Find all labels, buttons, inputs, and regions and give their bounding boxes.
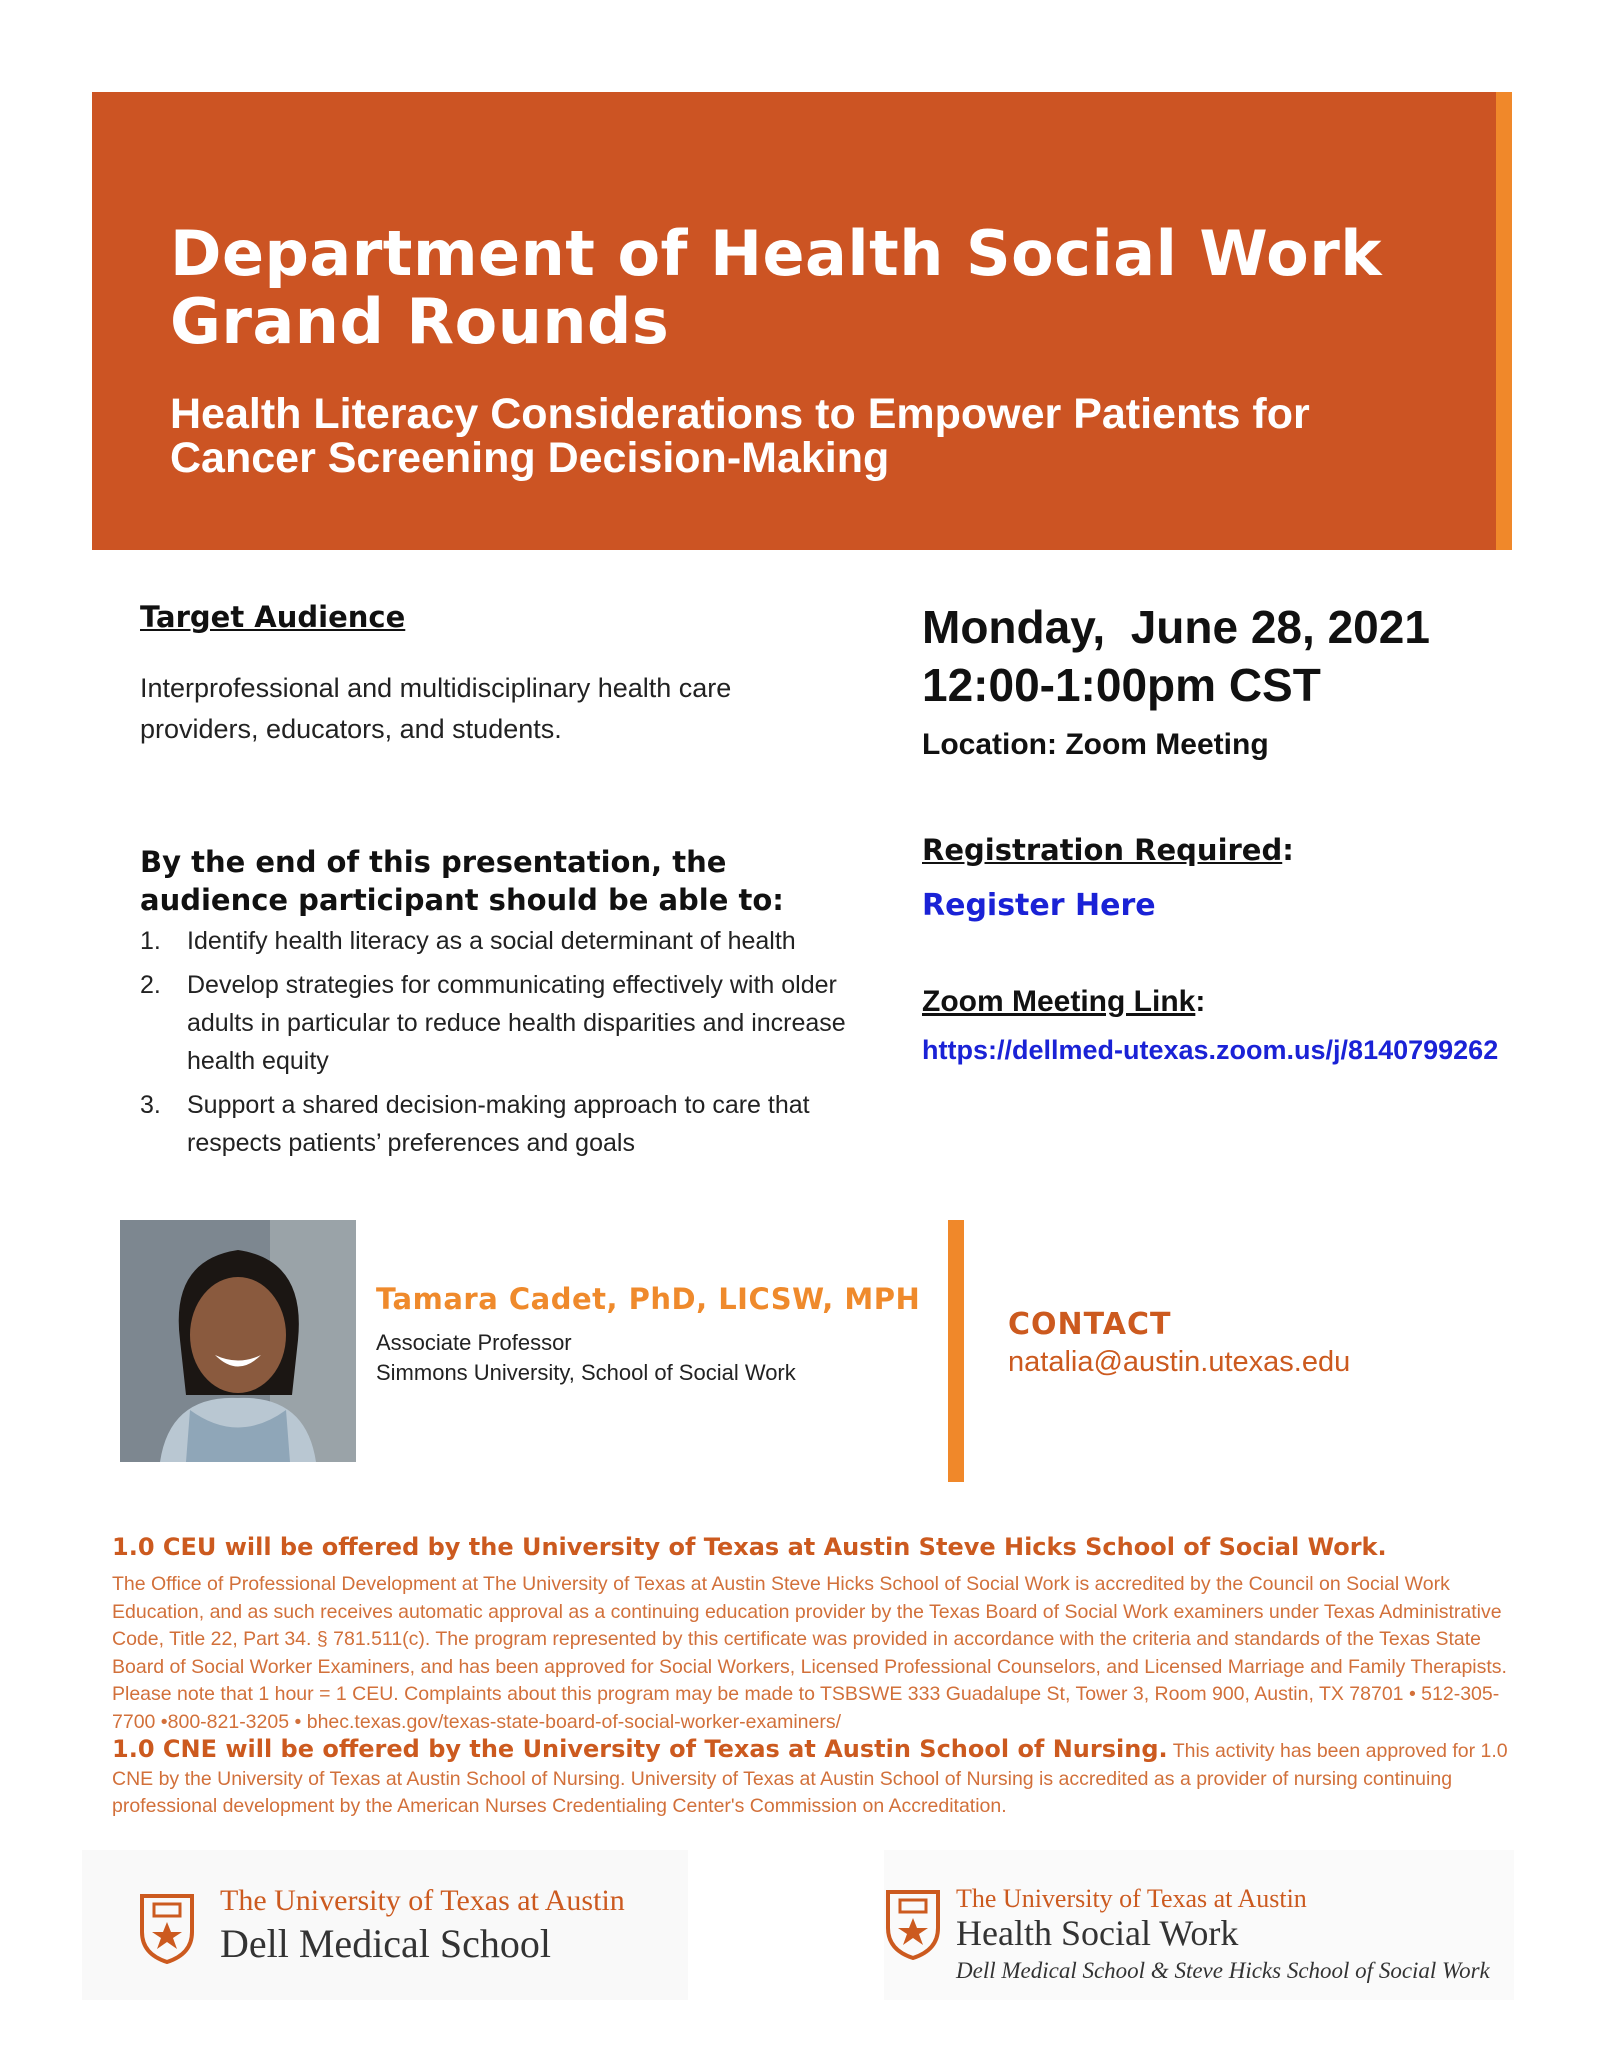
objectives-heading-line-2: audience participant should be able to: bbox=[140, 883, 784, 917]
contact-email[interactable]: natalia@austin.utexas.edu bbox=[1008, 1346, 1351, 1378]
audience-line-1: Interprofessional and multidisciplinary health care bbox=[140, 673, 732, 703]
speaker-name: Tamara Cadet, PhD, LICSW, MPH bbox=[376, 1282, 921, 1316]
speaker-title: Associate Professor bbox=[376, 1330, 572, 1355]
cne-heading: 1.0 CNE will be offered by the University of Texas at Austin School of Nursing. bbox=[112, 1735, 1168, 1763]
list-item-number: 2. bbox=[140, 971, 161, 999]
vertical-divider bbox=[948, 1220, 964, 1482]
objectives-heading-line-1: By the end of this presentation, the bbox=[140, 845, 727, 879]
registration-heading bbox=[922, 833, 1294, 867]
dell-medical-school-logo bbox=[82, 1850, 688, 2000]
registration-heading-text: Registration Required bbox=[922, 833, 1283, 867]
page-title bbox=[170, 217, 1470, 358]
objectives-list bbox=[140, 922, 880, 1168]
ceu-heading: 1.0 CEU will be offered by the University of Texas at Austin Steve Hicks School of Social Work. bbox=[112, 1533, 1387, 1561]
event-time: 12:00-1:00pm CST bbox=[922, 659, 1321, 711]
hsw-logo-name: Health Social Work bbox=[956, 1913, 1239, 1953]
zoom-link-heading-colon: : bbox=[1195, 985, 1206, 1018]
banner-accent-stripe bbox=[1496, 92, 1512, 550]
contact-heading: CONTACT bbox=[1008, 1307, 1172, 1342]
event-location: Location: Zoom Meeting bbox=[922, 728, 1269, 761]
target-audience-heading: Target Audience bbox=[140, 600, 406, 634]
list-item bbox=[140, 966, 880, 1080]
event-datetime bbox=[922, 598, 1430, 714]
list-item-text: Support a shared decision-making approach to care that respects patients’ preferences and goals bbox=[187, 1091, 810, 1157]
list-item-text: Develop strategies for communicating effectively with older adults in particular to reduce health disparities and increase health equity bbox=[187, 971, 846, 1075]
title-line-1: Department of Health Social Work bbox=[170, 217, 1383, 290]
dell-logo-name: Dell Medical School bbox=[220, 1921, 552, 1966]
zoom-link-heading-text: Zoom Meeting Link bbox=[922, 985, 1196, 1018]
ceu-body: The Office of Professional Development at The University of Texas at Austin Steve Hicks School of Social Work is accredited by the Council on Social Work Education, and as such receives automatic approval as a continuing education provider by the Texas Board of Social Work examiners under Texas Administrative Code, Title 22, Part 34. § 781.511(c). The program represented by this certificate was provided in accordance with the criteria and standards of the Texas State Board of Social Worker Examiners, and has been approved for Social Workers, Licensed Professional Counselors, and Licensed Marriage and Family Therapists. Please note that 1 hour = 1 CEU. Complaints about this program may be made to TSBSWE 333 Guadalupe St, Tower 3, Room 900, Austin, TX 78701 • 512-305-7700 •800-821-3205 • bhec.texas.gov/texas-state-board-of-social-worker-examiners/ bbox=[112, 1573, 1507, 1733]
zoom-link-heading bbox=[922, 985, 1205, 1019]
health-social-work-logo bbox=[884, 1850, 1514, 2000]
hsw-logo-subtitle: Dell Medical School & Steve Hicks School of Social Work bbox=[956, 1958, 1490, 1983]
cne-body: This activity has been approved for 1.0 CNE by the University of Texas at Austin School of Nursing. University of Texas at Austin School of Nursing is accredited as a provider of nursing continuing professional development by the American Nurses Credentialing Center's Commission on Accreditation. bbox=[112, 1740, 1508, 1817]
list-item bbox=[140, 1086, 880, 1162]
ut-seal-icon bbox=[884, 1888, 942, 1960]
footer-logos bbox=[82, 1850, 1514, 2000]
subtitle-line-2: Cancer Screening Decision-Making bbox=[170, 434, 890, 482]
objectives-heading bbox=[140, 843, 820, 919]
hsw-logo-ut-text: The University of Texas at Austin bbox=[956, 1884, 1307, 1913]
dell-logo-ut-text: The University of Texas at Austin bbox=[220, 1884, 625, 1917]
speaker-portrait-illustration bbox=[120, 1220, 356, 1462]
target-audience-text bbox=[140, 668, 860, 750]
list-item-number: 3. bbox=[140, 1091, 161, 1119]
zoom-meeting-link[interactable]: https://dellmed-utexas.zoom.us/j/8140799262 bbox=[922, 1035, 1499, 1065]
subtitle-line-1: Health Literacy Considerations to Empower Patients for bbox=[170, 390, 1310, 438]
ut-seal-icon bbox=[138, 1892, 196, 1964]
cne-paragraph bbox=[112, 1736, 1512, 1821]
list-item bbox=[140, 922, 880, 960]
header-banner bbox=[92, 92, 1512, 550]
title-line-2: Grand Rounds bbox=[170, 285, 670, 358]
speaker-photo bbox=[120, 1220, 356, 1462]
list-item-text: Identify health literacy as a social determinant of health bbox=[187, 927, 796, 955]
registration-heading-colon: : bbox=[1282, 833, 1294, 867]
event-date: Monday, June 28, 2021 bbox=[922, 601, 1430, 653]
presentation-subtitle bbox=[170, 392, 1470, 480]
list-item-number: 1. bbox=[140, 927, 161, 955]
audience-line-2: providers, educators, and students. bbox=[140, 714, 562, 744]
speaker-affiliation: Simmons University, School of Social Work bbox=[376, 1360, 796, 1385]
register-here-link[interactable]: Register Here bbox=[922, 888, 1156, 923]
